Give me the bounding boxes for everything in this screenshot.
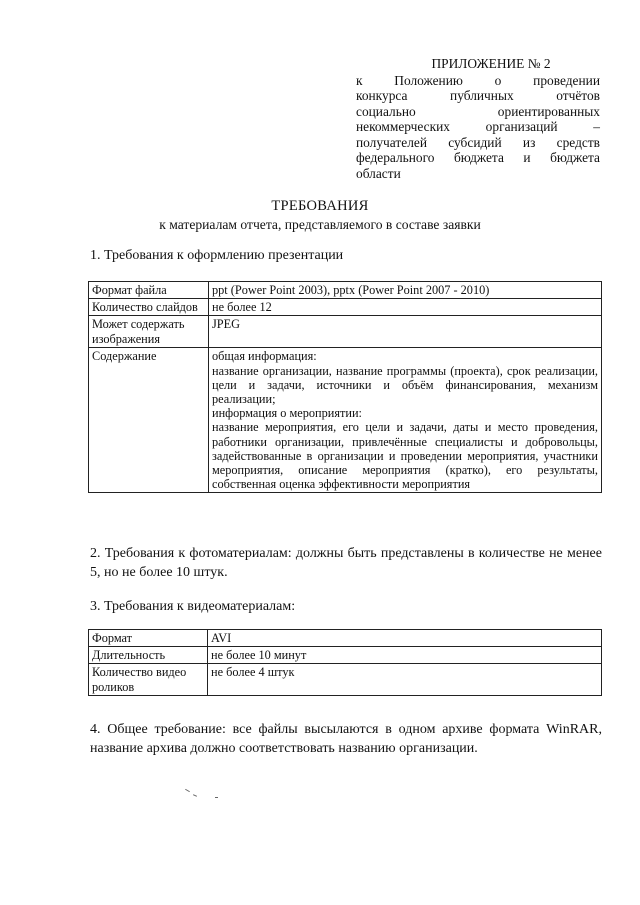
document-subtitle: к материалам отчета, представляемого в составе заявки: [159, 217, 481, 232]
content-line: общая информация:: [212, 349, 317, 364]
section-4-text: 4. Общее требование: все файлы высылаются в одном архиве формата WinRAR, название архива должно соответствовать названию организации.: [90, 722, 602, 756]
appendix-text: [356, 73, 600, 182]
table-row: [89, 664, 602, 696]
appendix-line: конкурса публичных отчётов: [356, 88, 600, 103]
appendix-line: некоммерческих организаций –: [356, 119, 600, 134]
table-row: [89, 630, 602, 647]
table-cell-value: не более 10 минут: [208, 647, 602, 664]
appendix-title: ПРИЛОЖЕНИЕ № 2: [431, 56, 551, 71]
table-cell-label: Содержание: [89, 348, 209, 493]
table-cell-content: [209, 348, 602, 493]
table-row: [89, 316, 602, 348]
section-2-text: 2. Требования к фотоматериалам: должны быть представлены в количестве не менее 5, но не более 10 штук.: [90, 546, 602, 580]
content-line: название организации, название программы (проекта), срок реализации, цели и задачи, источники и объём финансирования, механизм реализации;: [212, 363, 598, 407]
scan-mark: [193, 794, 197, 797]
scan-mark: [185, 789, 190, 792]
table-row: [89, 647, 602, 664]
table-cell-label: Может содержать изображения: [89, 316, 209, 348]
table-cell-label: Формат файла: [89, 282, 209, 299]
table-cell-value: ppt (Power Point 2003), pptx (Power Point 2007 - 2010): [209, 282, 602, 299]
table-cell-value: AVI: [208, 630, 602, 647]
appendix-header: [356, 56, 600, 181]
section-3-heading: 3. Требования к видеоматериалам:: [90, 599, 296, 614]
appendix-line: федерального бюджета и бюджета: [356, 150, 600, 165]
table-row: [89, 348, 602, 493]
video-requirements-table: [88, 629, 602, 696]
appendix-line: к Положению о проведении: [356, 72, 600, 88]
document-title: ТРЕБОВАНИЯ: [271, 198, 369, 214]
table-cell-label: Формат: [89, 630, 208, 647]
table-cell-value: не более 4 штук: [208, 664, 602, 696]
content-line: название мероприятия, его цели и задачи, даты и место проведения, работники организации, привлечённые специалисты и добровольцы, задействованные в организации и проведении мероприятия, участники мероприятия, описание мероприятия (кратко), его результаты, собственная оценка эффективности мероприятия: [212, 420, 598, 492]
table-cell-label: Длительность: [89, 647, 208, 664]
table-cell-value: JPEG: [209, 316, 602, 348]
table-row: [89, 299, 602, 316]
table-cell-label: Количество видео роликов: [89, 664, 208, 696]
table-cell-label: Количество слайдов: [89, 299, 209, 316]
presentation-requirements-table: [88, 281, 602, 493]
appendix-line: получателей субсидий из средств: [356, 134, 600, 150]
appendix-line: социально ориентированных: [356, 103, 600, 119]
content-line: информация о мероприятии:: [212, 406, 362, 421]
scan-mark: [215, 797, 218, 798]
appendix-line: области: [356, 165, 401, 181]
table-row: [89, 282, 602, 299]
table-cell-value: не более 12: [209, 299, 602, 316]
section-1-heading: 1. Требования к оформлению презентации: [90, 248, 344, 263]
